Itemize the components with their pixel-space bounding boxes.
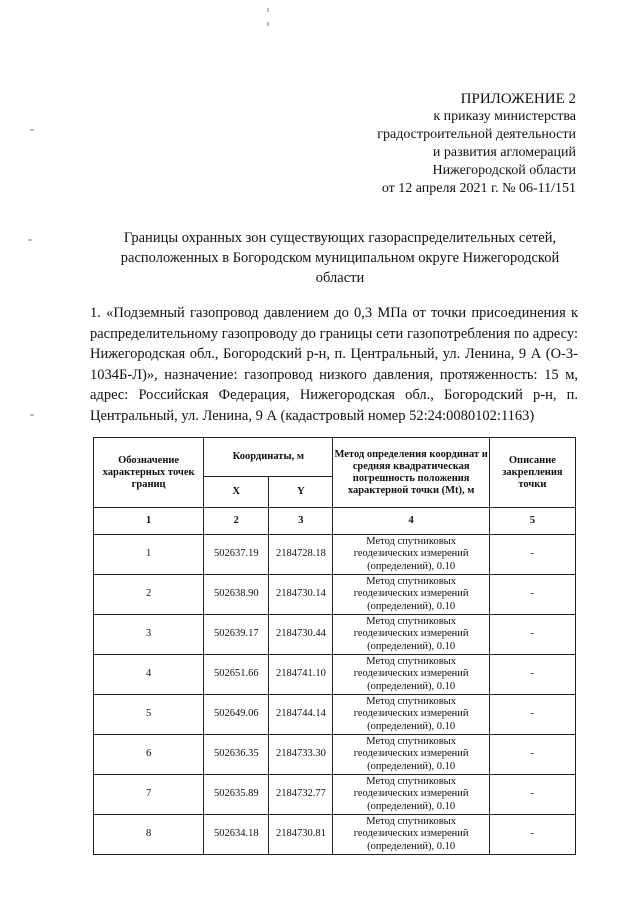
object-description: 1. «Подземный газопровод давлением до 0,3 МПа от точки присоединения к распределительному газопроводу до границы сети газопотребления по адресу: Нижегородская обл., Богородский р-н, п. Центральный, ул. Ленина, 9 А (О-3-1034Б-Л)», назначение: газопровод низкого давления, протяженность: 15 м, адрес: Российская Федерация, Нижегородская обл., Богородский р-н, п. Центральный, ул. Ленина, 9 А (кадастровый номер 52:24:0080102:1163) [90, 305, 578, 424]
title-line: расположенных в Богородском муниципальном округе Нижегородской [120, 250, 560, 266]
point-cell: 4 [94, 655, 204, 695]
point-cell: 1 [94, 535, 204, 575]
table-row [94, 735, 576, 775]
appendix-title: ПРИЛОЖЕНИЕ 2 [460, 91, 576, 107]
y-cell: 2184730.44 [269, 615, 333, 655]
point-cell: 7 [94, 775, 204, 815]
header-method: Метод определения координат и средняя квадратическая погрешность положения характерной точки (Mt), м [333, 438, 489, 508]
y-cell: 2184730.81 [269, 815, 333, 855]
x-cell: 502649.06 [204, 695, 269, 735]
x-cell: 502637.19 [204, 535, 269, 575]
y-cell: 2184728.18 [269, 535, 333, 575]
appendix-header [377, 90, 576, 198]
column-number: 4 [333, 508, 489, 535]
desc-cell: - [489, 815, 575, 855]
desc-cell: - [489, 735, 575, 775]
y-cell: 2184730.14 [269, 575, 333, 615]
header-point: Обозначение характерных точек границ [94, 438, 204, 508]
appendix-line: и развития агломераций [432, 145, 576, 160]
x-cell: 502639.17 [204, 615, 269, 655]
column-number: 2 [204, 508, 269, 535]
table-row [94, 615, 576, 655]
x-cell: 502634.18 [204, 815, 269, 855]
method-cell: Метод спутниковых геодезических измерений (определений), 0.10 [333, 775, 489, 815]
table-row [94, 655, 576, 695]
appendix-line: от 12 апреля 2021 г. № 06-11/151 [381, 181, 576, 196]
method-cell: Метод спутниковых геодезических измерений (определений), 0.10 [333, 575, 489, 615]
appendix-line: градостроительной деятельности [377, 127, 576, 142]
coordinates-table [93, 437, 576, 855]
point-cell: 2 [94, 575, 204, 615]
title-line: области [315, 270, 365, 286]
x-cell: 502638.90 [204, 575, 269, 615]
x-cell: 502651.66 [204, 655, 269, 695]
desc-cell: - [489, 695, 575, 735]
header-desc: Описание закрепления точки [489, 438, 575, 508]
table-row [94, 695, 576, 735]
y-cell: 2184732.77 [269, 775, 333, 815]
appendix-line: к приказу министерства [433, 109, 576, 124]
method-cell: Метод спутниковых геодезических измерений (определений), 0.10 [333, 615, 489, 655]
point-cell: 5 [94, 695, 204, 735]
y-cell: 2184744.14 [269, 695, 333, 735]
method-cell: Метод спутниковых геодезических измерений (определений), 0.10 [333, 735, 489, 775]
desc-cell: - [489, 655, 575, 695]
desc-cell: - [489, 615, 575, 655]
y-cell: 2184733.30 [269, 735, 333, 775]
method-cell: Метод спутниковых геодезических измерений (определений), 0.10 [333, 655, 489, 695]
column-numbers-row [94, 508, 576, 535]
y-cell: 2184741.10 [269, 655, 333, 695]
column-number: 3 [269, 508, 333, 535]
document-title [60, 228, 620, 288]
header-x: X [204, 477, 269, 508]
header-y: Y [269, 477, 333, 508]
method-cell: Метод спутниковых геодезических измерений (определений), 0.10 [333, 815, 489, 855]
table-row [94, 535, 576, 575]
desc-cell: - [489, 575, 575, 615]
table-row [94, 775, 576, 815]
header-coords: Координаты, м [204, 438, 333, 477]
column-number: 5 [489, 508, 575, 535]
table-row [94, 575, 576, 615]
appendix-line: Нижегородской области [432, 163, 576, 178]
table-row [94, 815, 576, 855]
title-line: Границы охранных зон существующих газораспределительных сетей, [123, 230, 557, 246]
method-cell: Метод спутниковых геодезических измерений (определений), 0.10 [333, 535, 489, 575]
point-cell: 3 [94, 615, 204, 655]
x-cell: 502636.35 [204, 735, 269, 775]
column-number: 1 [94, 508, 204, 535]
x-cell: 502635.89 [204, 775, 269, 815]
method-cell: Метод спутниковых геодезических измерений (определений), 0.10 [333, 695, 489, 735]
desc-cell: - [489, 775, 575, 815]
point-cell: 6 [94, 735, 204, 775]
point-cell: 8 [94, 815, 204, 855]
desc-cell: - [489, 535, 575, 575]
